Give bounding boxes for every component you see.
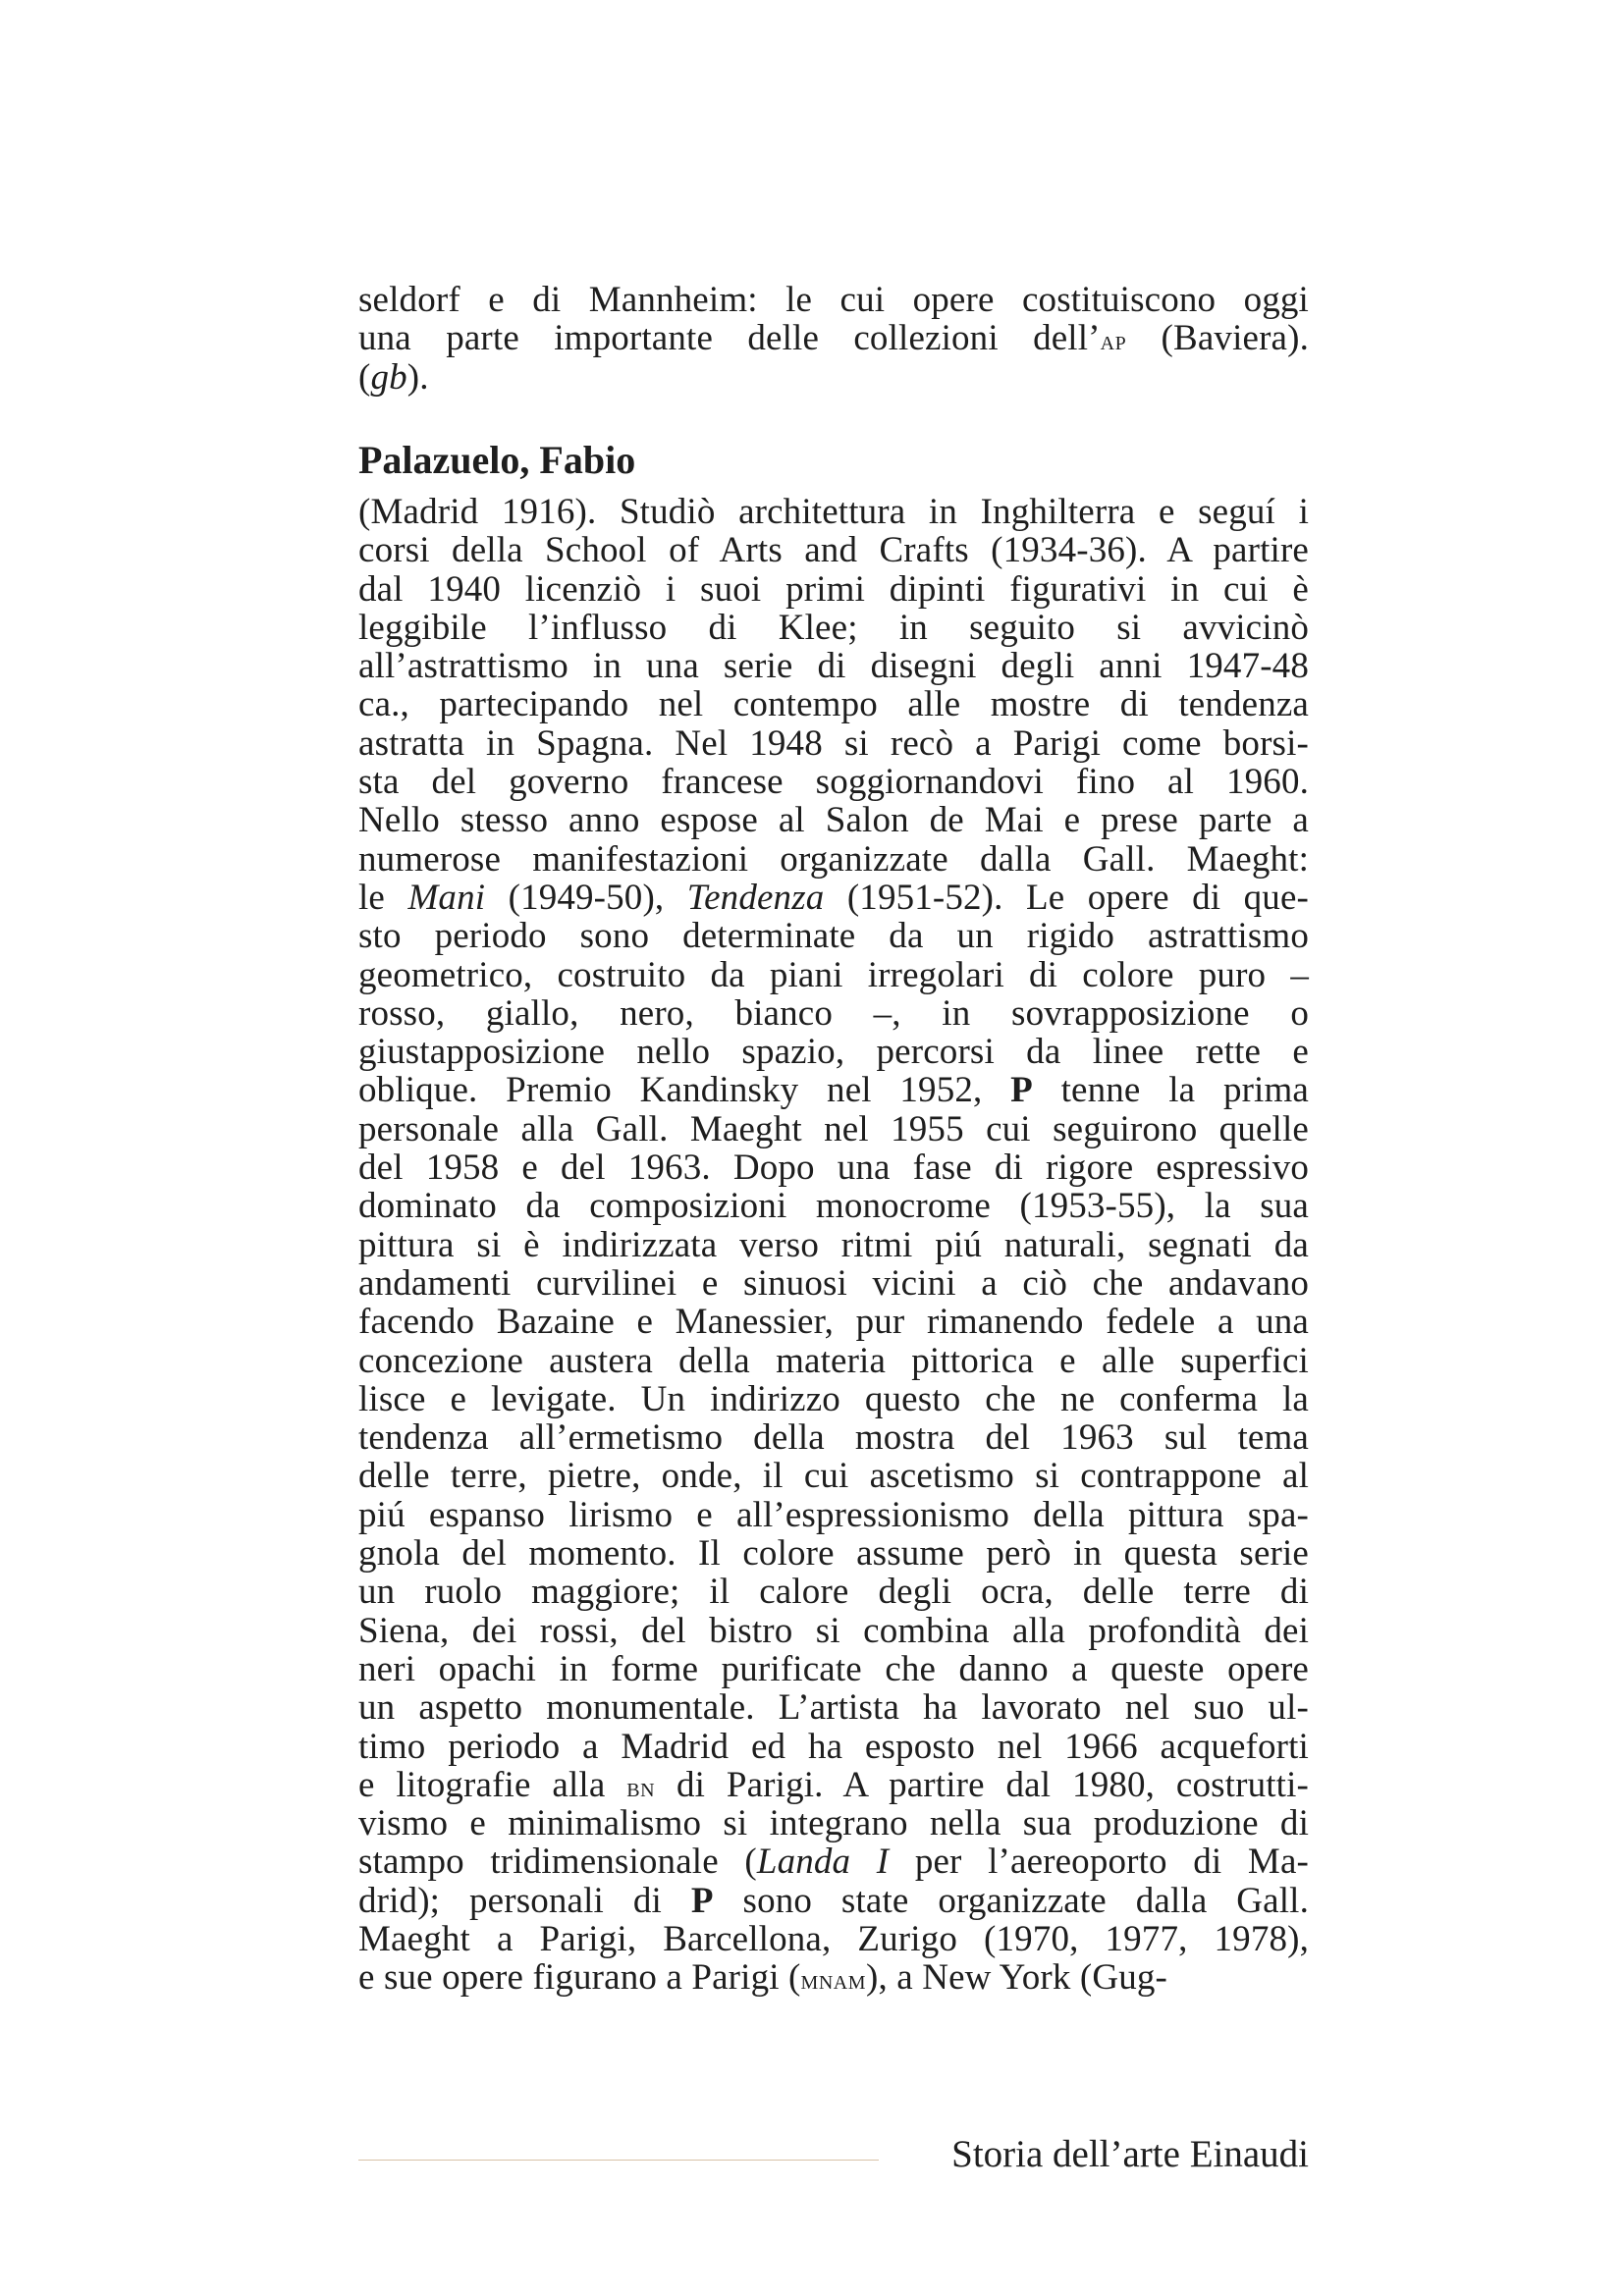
text-line: neri opachi in forme purificate che danno a queste opere <box>358 1648 1309 1689</box>
small-caps-text: ap <box>1100 325 1127 357</box>
text-line: rosso, giallo, nero, bianco –, in sovrapposizione o <box>358 992 1309 1034</box>
text-line: personale alla Gall. Maeght nel 1955 cui seguirono quelle <box>358 1108 1309 1149</box>
text-line: facendo Bazaine e Manessier, pur rimanendo fedele a una <box>358 1302 1309 1343</box>
bold-text: P <box>690 1880 714 1921</box>
text-line: gnola del momento. Il colore assume però in questa serie <box>358 1533 1309 1575</box>
text-line: giustapposizione nello spazio, percorsi da linee rette e <box>358 1032 1309 1073</box>
text-line: astratta in Spagna. Nel 1948 si recò a Parigi come borsi- <box>358 722 1309 764</box>
text-line: (gb). <box>358 356 429 398</box>
text-line: lisce e levigate. Un indirizzo questo che ne conferma la <box>358 1378 1309 1419</box>
footer-rule <box>358 2160 879 2161</box>
italic-text: gb <box>370 356 407 398</box>
text-line: (Madrid 1916). Studiò architettura in Inghilterra e seguí i <box>358 492 1309 532</box>
entry-body <box>358 493 1309 1998</box>
text-line: all’astrattismo in una serie di disegni degli anni 1947-48 <box>358 646 1309 687</box>
text-line: Nello stesso anno espose al Salon de Mai e prese parte a <box>358 800 1309 841</box>
text-line: un aspetto monumentale. L’artista ha lavorato nel suo ul- <box>358 1687 1309 1729</box>
text-line: corsi della School of Arts and Crafts (1934-36). A partire <box>358 530 1309 571</box>
text-line: numerose manifestazioni organizzate dalla Gall. Maeght: <box>358 838 1309 880</box>
text-line: timo periodo a Madrid ed ha esposto nel 1966 acqueforti <box>358 1726 1309 1767</box>
text-line: delle terre, pietre, onde, il cui ascetismo si contrappone al <box>358 1456 1309 1497</box>
text-line: seldorf e di Mannheim: le cui opere costituiscono oggi <box>358 280 1309 320</box>
text-line: e sue opere figurano a Parigi (mnam), a New York (Gug- <box>358 1957 1168 1999</box>
text-line: concezione austera della materia pittorica e alle superfici <box>358 1340 1309 1381</box>
text-line: oblique. Premio Kandinsky nel 1952, P tenne la prima <box>358 1070 1309 1111</box>
text-line: piú espanso lirismo e all’espressionismo della pittura spa- <box>358 1494 1309 1535</box>
italic-text: Landa I <box>756 1842 890 1883</box>
text-line: stampo tridimensionale (Landa I per l’aereoporto di Ma- <box>358 1842 1310 1883</box>
bold-text: P <box>1010 1070 1033 1111</box>
text-line: tendenza all’ermetismo della mostra del 1963 sul tema <box>358 1417 1309 1459</box>
text-line: del 1958 e del 1963. Dopo una fase di rigore espressivo <box>358 1148 1309 1189</box>
italic-text: Tendenza <box>686 877 825 918</box>
text-line: geometrico, costruito da piani irregolari di colore puro – <box>358 954 1309 995</box>
text-line: dominato da composizioni monocrome (1953-55), la sua <box>358 1186 1309 1227</box>
small-caps-text: mnam <box>800 1964 866 1997</box>
intro-paragraph <box>358 281 1309 397</box>
small-caps-text: bn <box>626 1771 656 1803</box>
text-line: le Mani (1949-50), Tendenza (1951-52). Le opere di que- <box>358 877 1309 918</box>
text-line: Siena, dei rossi, del bistro si combina alla profondità dei <box>358 1610 1309 1651</box>
text-line: dal 1940 licenziò i suoi primi dipinti figurativi in cui è <box>358 568 1309 610</box>
footer-title: Storia dell’arte Einaudi <box>951 2133 1309 2175</box>
text-line: ca., partecipando nel contempo alle mostre di tendenza <box>358 684 1309 725</box>
text-line: una parte importante delle collezioni dell’ap (Baviera). <box>358 318 1309 359</box>
text-line: un ruolo maggiore; il calore degli ocra, delle terre di <box>358 1572 1309 1613</box>
text-line: drid); personali di P sono state organizzate dalla Gall. <box>358 1880 1309 1921</box>
text-line: vismo e minimalismo si integrano nella sua produzione di <box>358 1803 1309 1844</box>
text-line: e litografie alla bn di Parigi. A partire dal 1980, costrutti- <box>358 1764 1309 1805</box>
italic-text: Mani <box>407 877 486 918</box>
text-line: pittura si è indirizzata verso ritmi piú naturali, segnati da <box>358 1224 1309 1265</box>
entry-title: Palazuelo, Fabio <box>358 438 636 482</box>
text-line: Maeght a Parigi, Barcellona, Zurigo (1970, 1977, 1978), <box>358 1918 1309 1959</box>
text-line: leggibile l’influsso di Klee; in seguito si avvicinò <box>358 607 1309 648</box>
text-line: sta del governo francese soggiornandovi fino al 1960. <box>358 762 1309 803</box>
text-line: andamenti curvilinei e sinuosi vicini a ciò che andavano <box>358 1262 1309 1304</box>
text-line: sto periodo sono determinate da un rigido astrattismo <box>358 916 1309 957</box>
